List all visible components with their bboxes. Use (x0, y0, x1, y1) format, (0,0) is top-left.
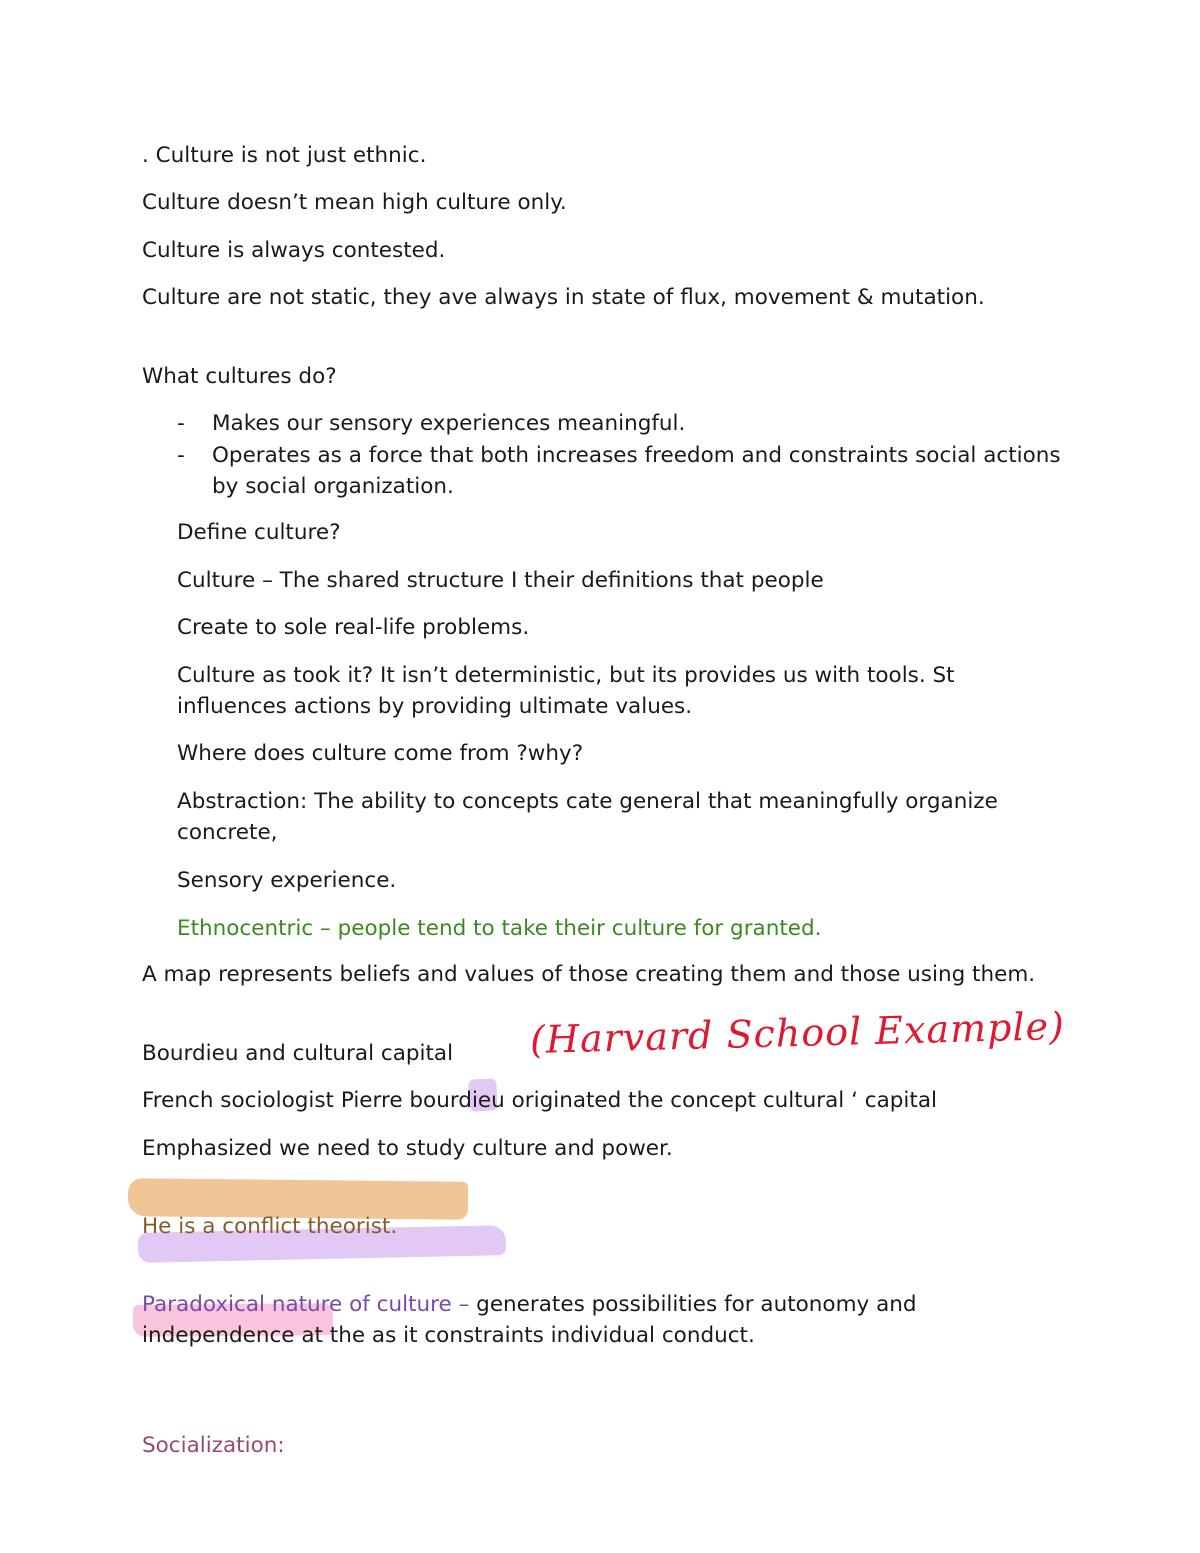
line-socialization: Socialization: (142, 1433, 285, 1458)
line-where-culture-from: Where does culture come from ?why? (177, 741, 584, 766)
line-french-sociologist: French sociologist Pierre bourdieu originated the concept cultural ‘ capital (142, 1088, 937, 1113)
line-culture-and-power: Emphasized we need to study culture and power. (142, 1136, 673, 1161)
line-sensory-experience: Sensory experience. (177, 868, 397, 893)
handwritten-annotation: (Harvard School Example) (529, 1004, 1066, 1062)
line-not-static: Culture are not static, they ave always in state of flux, movement & mutation. (142, 285, 985, 310)
line-paradoxical-nature (142, 1289, 1072, 1351)
line-conflict-theorist: He is a conflict theorist. (142, 1214, 398, 1239)
bullet-marker: - (177, 443, 185, 468)
line-abstraction: Abstraction: The ability to concepts cate general that meaningfully organize concrete, (177, 789, 998, 845)
line-define-culture: Define culture? (177, 520, 341, 545)
line-not-high-culture: Culture doesn’t mean high culture only. (142, 190, 567, 215)
bullet-item-force: Operates as a force that both increases freedom and constraints social actions by social organization. (212, 443, 1061, 499)
line-shared-structure: Culture – The shared structure I their definitions that people (177, 568, 824, 593)
line-always-contested: Culture is always contested. (142, 238, 446, 263)
bullet-item-sensory: Makes our sensory experiences meaningful. (212, 411, 686, 436)
highlighted-phrase: Paradoxical nature of culture – (142, 1292, 470, 1317)
bullet-marker: - (177, 411, 185, 436)
line-not-deterministic: Culture as took it? It isn’t deterministic, but its provides us with tools. St influences actions by providing ultimate values. (177, 663, 955, 719)
line-map-represents: A map represents beliefs and values of those creating them and those using them. (142, 962, 1036, 987)
line-real-life-problems: Create to sole real-life problems. (177, 615, 530, 640)
paragraph-continuation: generates possibilities for autonomy and independence at the as it constraints individual conduct. (142, 1292, 917, 1348)
line-culture-not-ethnic: . Culture is not just ethnic. (142, 143, 427, 168)
line-bourdieu-capital: Bourdieu and cultural capital (142, 1041, 454, 1066)
line-ethnocentric: Ethnocentric – people tend to take their culture for granted. (177, 916, 822, 941)
line-what-cultures-do: What cultures do? (142, 364, 337, 389)
